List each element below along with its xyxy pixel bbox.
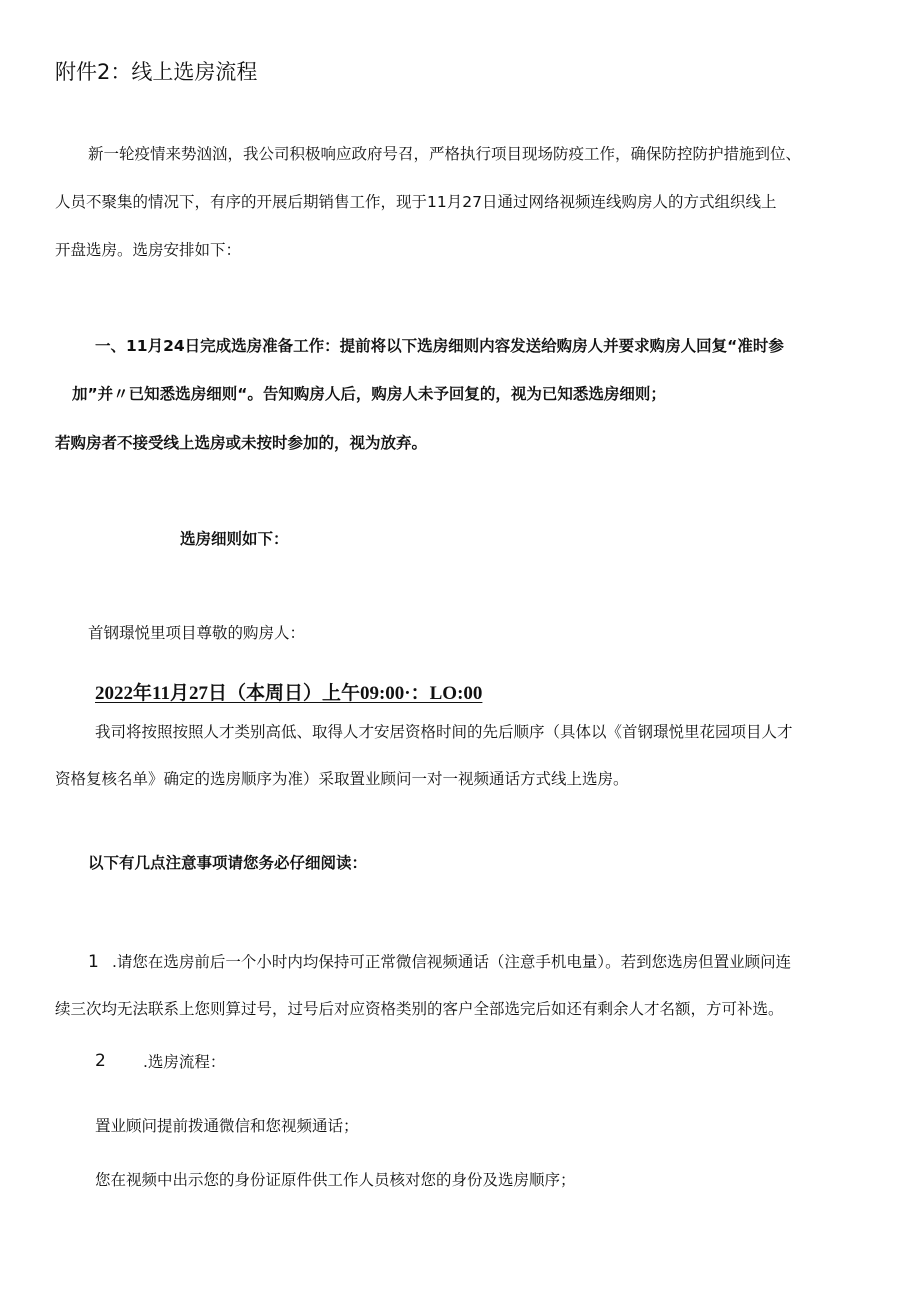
step-2: 您在视频中出示您的身份证原件供工作人员核对您的身份及选房顺序； (95, 1171, 576, 1189)
document-title: 附件2：线上选房流程 (55, 60, 258, 84)
section1-line-3: 若购房者不接受线上选房或未按时参加的，视为放弃。 (55, 434, 428, 452)
section1-line-2: 加”并〃已知悉选房细则“。告知购房人后，购房人未予回复的，视为已知悉选房细则； (72, 385, 666, 403)
intro-line-1: 新一轮疫情来势汹汹，我公司积极响应政府号召，严格执行项目现场防疫工作，确保防控防护措施到位、 (88, 145, 802, 163)
step-1: 置业顾问提前拨通微信和您视频通话； (95, 1117, 359, 1135)
selection-datetime: 2022年11月27日（本周日）上午09:00·：LO:00 (95, 683, 483, 704)
item-1-line-1: .请您在选房前后一个小时内均保持可正常微信视频通话（注意手机电量）。若到您选房但置业顾问连 (112, 953, 792, 971)
notice-heading: 以下有几点注意事项请您务必仔细阅读： (88, 854, 368, 872)
rules-heading: 选房细则如下： (180, 530, 289, 548)
item-2-line-1: .选房流程： (143, 1053, 226, 1071)
section1-line-1: 一、11月24日完成选房准备工作：提前将以下选房细则内容发送给购房人并要求购房人回复“准时参 (95, 337, 784, 355)
intro-line-3: 开盘选房。选房安排如下： (55, 241, 242, 259)
salutation: 首钢璟悦里项目尊敬的购房人： (88, 624, 306, 642)
item-1-line-2: 续三次均无法联系上您则算过号，过号后对应资格类别的客户全部选完后如还有剩余人才名额，方可补选。 (55, 1000, 784, 1018)
intro-line-2: 人员不聚集的情况下，有序的开展后期销售工作，现于11月27日通过网络视频连线购房人的方式组织线上 (55, 193, 777, 211)
item-1-number: 1 (88, 952, 99, 972)
order-line-1: 我司将按照按照人才类别高低、取得人才安居资格时间的先后顺序（具体以《首钢璟悦里花园项目人才 (95, 723, 793, 741)
item-2-number: 2 (95, 1051, 106, 1071)
order-line-2: 资格复核名单》确定的选房顺序为准）采取置业顾问一对一视频通话方式线上选房。 (55, 770, 629, 788)
